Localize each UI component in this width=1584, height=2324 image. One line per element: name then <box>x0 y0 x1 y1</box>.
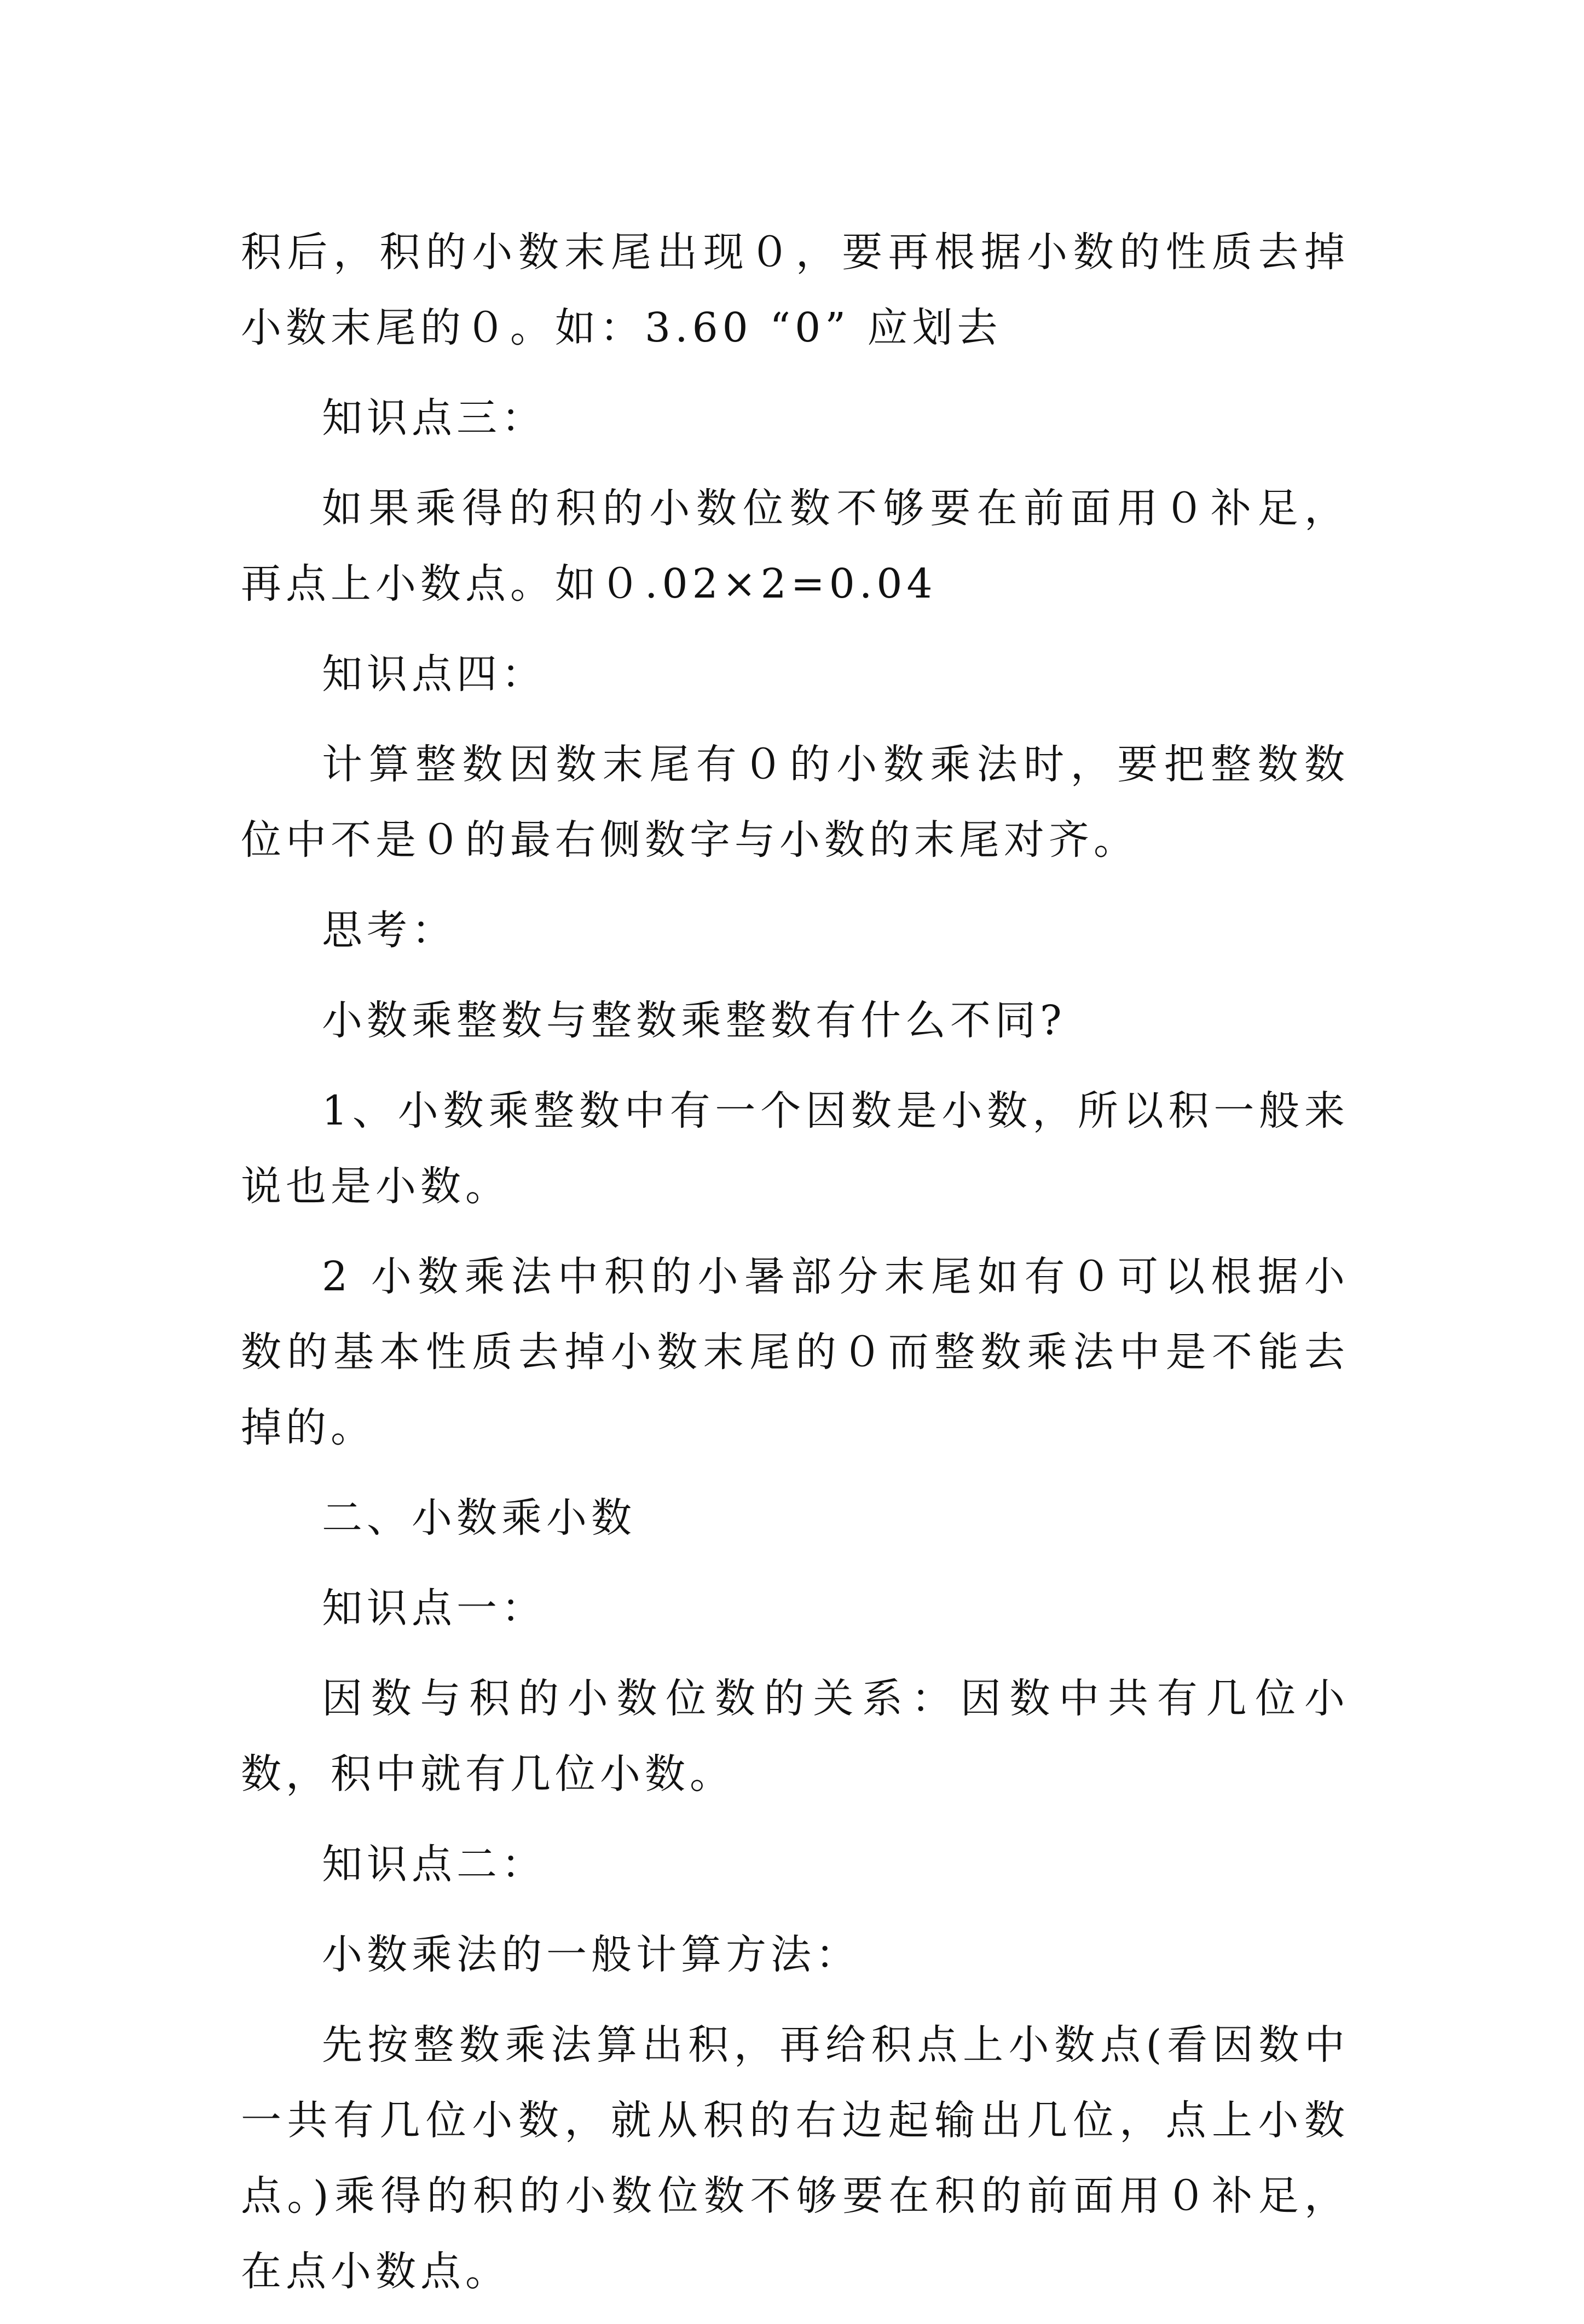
heading-think: 思考： <box>322 907 456 954</box>
heading-knowledge-point-2: 知识点二： <box>322 1841 546 1888</box>
paragraph-12: 因数与积的小数位数的关系：因数中共有几位小数，积中就有几位小数。 <box>241 1675 1349 1798</box>
heading-knowledge-point-3: 知识点三： <box>322 395 546 442</box>
paragraph-15: 先按整数乘法算出积，再给积点上小数点(看因数中一共有几位小数，就从积的右边起输出几位，点上小数点。)乘得的积的小数位数不够要在积的前面用０补足，在点小数点。 <box>241 2021 1349 2295</box>
paragraph-14: 小数乘法的一般计算方法： <box>322 1931 860 1978</box>
section-heading-2: 二、小数乘小数 <box>322 1494 636 1541</box>
paragraph-9: 2 小数乘法中积的小暑部分末尾如有０可以根据小数的基本性质去掉小数末尾的０而整数乘法中是不能去掉的。 <box>241 1253 1349 1451</box>
paragraph-5: 计算整数因数末尾有０的小数乘法时，要把整数数位中不是０的最右侧数字与小数的末尾对齐。 <box>241 741 1349 863</box>
paragraph-1: 积后，积的小数末尾出现０，要再根据小数的性质去掉小数末尾的０。如：3.60 “0” 应划去 <box>241 229 1349 351</box>
paragraph-7: 小数乘整数与整数乘整数有什么不同? <box>322 997 1066 1044</box>
document-body <box>241 215 1349 2324</box>
paragraph-8: 1、小数乘整数中有一个因数是小数，所以积一般来说也是小数。 <box>241 1087 1349 1210</box>
heading-knowledge-point-1: 知识点一： <box>322 1585 546 1632</box>
heading-knowledge-point-4: 知识点四： <box>322 651 546 698</box>
paragraph-3: 如果乘得的积的小数位数不够要在前面用０补足，再点上小数点。如０.02×2=0.04 <box>241 485 1349 607</box>
